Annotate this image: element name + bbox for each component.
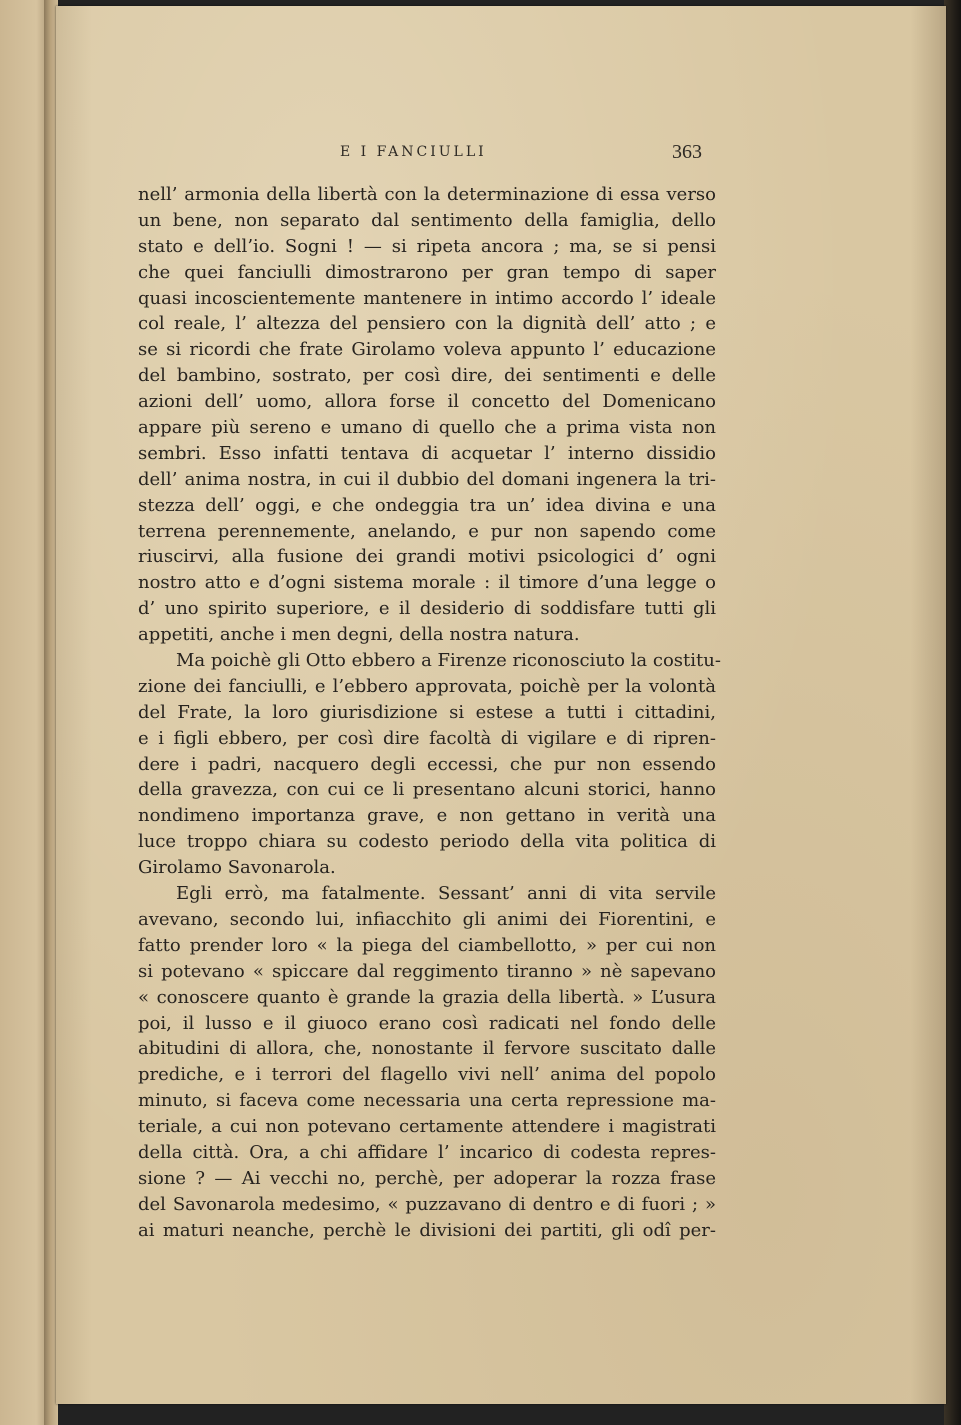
text-line: stezza dell’ oggi, e che ondeggia tra un’ idea divina e una bbox=[138, 494, 716, 516]
text-line: e i figli ebbero, per così dire facoltà di vigilare e di ripren- bbox=[138, 727, 716, 749]
text-line: terrena perennemente, anelando, e pur non sapendo come bbox=[138, 520, 716, 542]
text-line: Egli errò, ma fatalmente. Sessant’ anni di vita servile bbox=[176, 883, 716, 905]
text-line: col reale, l’ altezza del pensiero con la dignità dell’ atto ; e bbox=[138, 313, 716, 335]
text-line: abitudini di allora, che, nonostante il fervore suscitato dalle bbox=[138, 1038, 716, 1060]
text-line: avevano, secondo lui, infiacchito gli animi dei Fiorentini, e bbox=[138, 908, 716, 930]
text-line: Ma poichè gli Otto ebbero a Firenze riconosciuto la costitu- bbox=[176, 650, 721, 672]
text-line: nell’ armonia della libertà con la determinazione di essa verso bbox=[138, 184, 716, 205]
body-text bbox=[138, 182, 721, 1244]
paragraph-1 bbox=[138, 182, 716, 648]
text-line: sione ? — Ai vecchi no, perchè, per adoperar la rozza frase bbox=[138, 1167, 716, 1189]
text-line: se si ricordi che frate Girolamo voleva appunto l’ educazione bbox=[138, 339, 716, 361]
text-line: dell’ anima nostra, in cui il dubbio del domani ingenera la tri- bbox=[138, 468, 716, 490]
text-line: quasi incoscientemente mantenere in intimo accordo l’ ideale bbox=[138, 287, 716, 309]
text-line: prediche, e i terrori del flagello vivi nell’ anima del popolo bbox=[138, 1064, 716, 1086]
text-line: fatto prender loro « la piega del ciambellotto, » per cui non bbox=[138, 934, 716, 956]
running-head: E I FANCIULLI bbox=[340, 144, 487, 160]
text-line: un bene, non separato dal sentimento della famiglia, dello bbox=[138, 209, 716, 231]
text-line: che quei fanciulli dimostrarono per gran tempo di saper bbox=[138, 261, 716, 283]
text-line: teriale, a cui non potevano certamente attendere i magistrati bbox=[138, 1116, 716, 1138]
text-line: nostro atto e d’ogni sistema morale : il timore d’una legge o bbox=[138, 572, 716, 594]
text-line: della città. Ora, a chi affidare l’ incarico di codesta repres- bbox=[138, 1141, 716, 1163]
text-line: Girolamo Savonarola. bbox=[138, 857, 336, 879]
text-line: appare più sereno e umano di quello che a prima vista non bbox=[138, 417, 716, 439]
text-line: del Frate, la loro giurisdizione si estese a tutti i cittadini, bbox=[138, 701, 716, 723]
text-line: dere i padri, nacquero degli eccessi, che pur non essendo bbox=[138, 753, 716, 775]
text-line: azioni dell’ uomo, allora forse il concetto del Domenicano bbox=[138, 391, 716, 413]
text-line: appetiti, anche i men degni, della nostra natura. bbox=[138, 624, 580, 646]
paragraph-3 bbox=[138, 881, 716, 1243]
text-line: sembri. Esso infatti tentava di acquetar l’ interno dissidio bbox=[138, 442, 716, 464]
text-line: riuscirvi, alla fusione dei grandi motivi psicologici d’ ogni bbox=[138, 546, 716, 568]
text-line: ai maturi neanche, perchè le divisioni dei partiti, gli odî per- bbox=[138, 1219, 716, 1241]
text-line: zione dei fanciulli, e l’ebbero approvata, poichè per la volontà bbox=[138, 675, 716, 697]
text-line: d’ uno spirito superiore, e il desiderio di soddisfare tutti gli bbox=[138, 598, 716, 620]
text-line: del bambino, sostrato, per così dire, dei sentimenti e delle bbox=[138, 365, 716, 387]
text-line: della gravezza, con cui ce li presentano alcuni storici, hanno bbox=[138, 779, 716, 801]
paragraph-2 bbox=[138, 648, 721, 881]
scan-background bbox=[944, 0, 961, 1425]
text-line: minuto, si faceva come necessaria una certa repressione ma- bbox=[138, 1090, 716, 1112]
text-line: « conoscere quanto è grande la grazia della libertà. » L’usura bbox=[138, 986, 716, 1008]
text-line: luce troppo chiara su codesto periodo della vita politica di bbox=[138, 831, 716, 853]
text-line: si potevano « spiccare dal reggimento tiranno » nè sapevano bbox=[138, 960, 716, 982]
text-line: nondimeno importanza grave, e non gettano in verità una bbox=[138, 805, 716, 827]
text-line: stato e dell’io. Sogni ! — si ripeta ancora ; ma, se si pensi bbox=[138, 235, 716, 257]
text-line: poi, il lusso e il giuoco erano così radicati nel fondo delle bbox=[138, 1012, 716, 1034]
text-line: del Savonarola medesimo, « puzzavano di dentro e di fuori ; » bbox=[138, 1193, 716, 1215]
page-number: 363 bbox=[672, 141, 702, 163]
